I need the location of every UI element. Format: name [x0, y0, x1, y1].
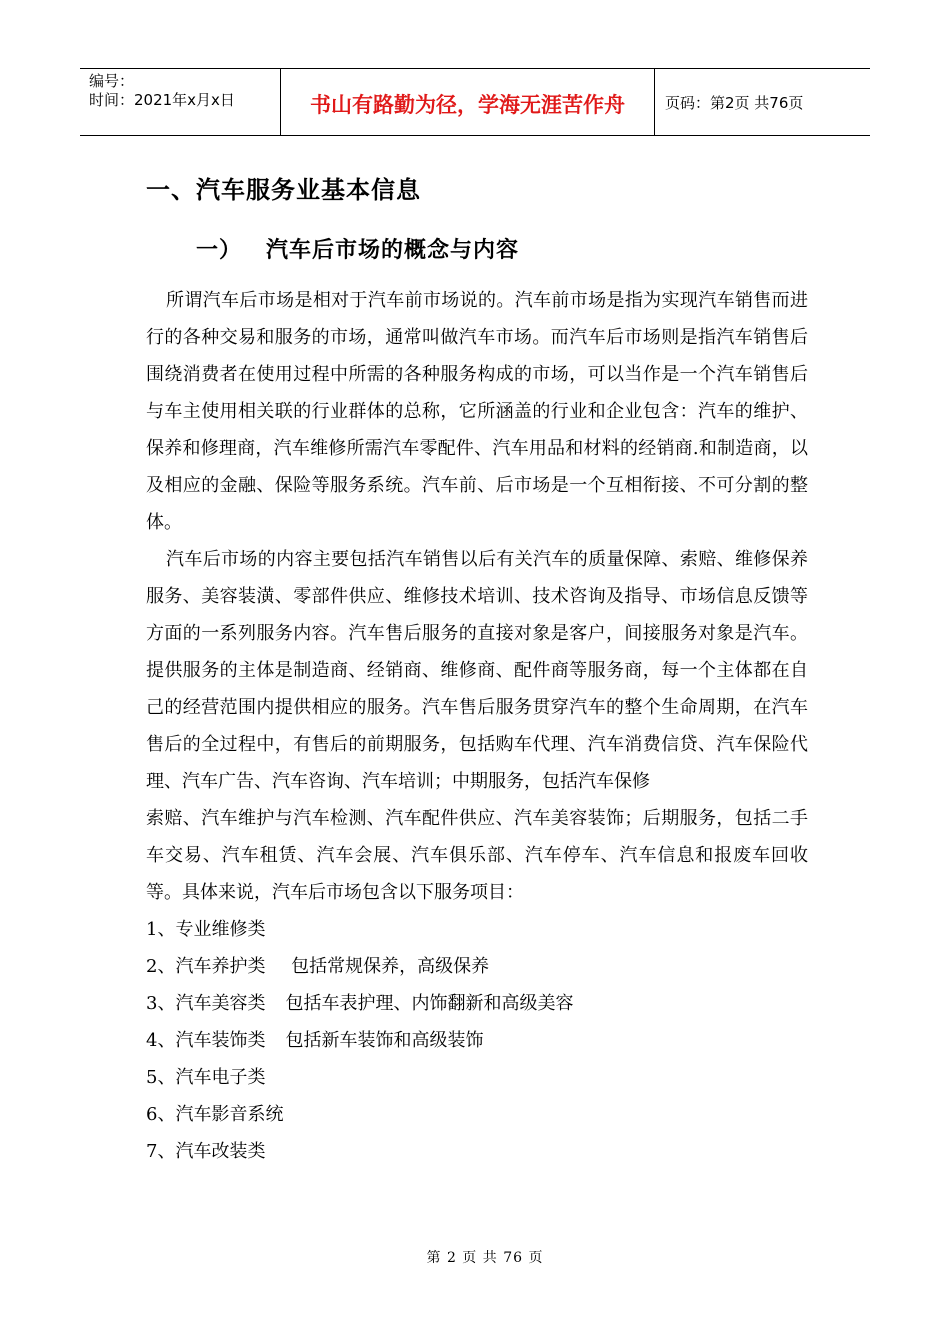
header-meta: [80, 69, 281, 135]
list-item-label: 5、汽车电子类: [146, 1067, 266, 1088]
section-title: 一、汽车服务业基本信息: [146, 176, 421, 204]
list-item: [146, 948, 808, 985]
list-item: [146, 1096, 808, 1133]
paragraph-content: 汽车后市场的内容主要包括汽车销售以后有关汽车的质量保障、索赔、维修保养服务、美容装潢、零部件供应、维修技术培训、技术咨询及指导、市场信息反馈等方面的一系列服务内容。汽车售后服务的直接对象是客户，间接服务对象是汽车。提供服务的主体是制造商、经销商、维修商、配件商等服务商，每一个主体都在自己的经营范围内提供相应的服务。汽车售后服务贯穿汽车的整个生命周期，在汽车售后的全过程中，有售后的前期服务，包括购车代理、汽车消费信贷、汽车保险代理、汽车广告、汽车咨询、汽车培训；中期服务，包括汽车保修: [146, 549, 808, 792]
list-item-desc: 包括常规保养，高级保养: [285, 956, 490, 977]
subsection-title-text: 汽车后市场的概念与内容: [266, 238, 520, 263]
header-motto-cell: [281, 69, 655, 135]
paragraph-continued: 索赔、汽车维护与汽车检测、汽车配件供应、汽车美容装饰；后期服务，包括二手车交易、汽车租赁、汽车会展、汽车俱乐部、汽车停车、汽车信息和报废车回收等。具体来说，汽车后市场包含以下服务项目：: [146, 808, 808, 903]
paragraph-definition: 所谓汽车后市场是相对于汽车前市场说的。汽车前市场是指为实现汽车销售而进行的各种交易和服务的市场，通常叫做汽车市场。而汽车后市场则是指汽车销售后围绕消费者在使用过程中所需的各种服务构成的市场，可以当作是一个汽车销售后与车主使用相关联的行业群体的总称，它所涵盖的行业和企业包含：汽车的维护、保养和修理商，汽车维修所需汽车零配件、汽车用品和材料的经销商.和制造商，以及相应的金融、保险等服务系统。汽车前、后市场是一个互相衔接、不可分割的整体。: [146, 290, 808, 533]
list-item-desc: 包括车表护理、内饰翻新和高级美容: [285, 993, 574, 1014]
list-item: [146, 1022, 808, 1059]
page-info: 页码：第2页 共76页: [665, 93, 804, 112]
list-item-label: 7、汽车改装类: [146, 1141, 266, 1162]
subsection-title: [196, 233, 519, 264]
subsection-number: 一）: [196, 238, 243, 263]
list-item-label: 1、专业维修类: [146, 919, 266, 940]
time-label: 时间：2021年x月x日: [89, 91, 235, 109]
page-header: [80, 68, 870, 136]
list-item: [146, 1133, 808, 1170]
list-item-label: 2、汽车养护类: [146, 956, 266, 977]
page-footer: 第 2 页 共 76 页: [426, 1250, 544, 1266]
service-list: [146, 911, 808, 1170]
list-item: [146, 911, 808, 948]
list-item: [146, 985, 808, 1022]
motto-text: 书山有路勤为径，学海无涯苦作舟: [310, 92, 625, 117]
list-item-label: 4、汽车装饰类: [146, 1030, 266, 1051]
list-item-desc: 包括新车装饰和高级装饰: [285, 1030, 484, 1051]
header-page-cell: [655, 69, 870, 135]
number-label: 编号：: [89, 72, 135, 90]
list-item: [146, 1059, 808, 1096]
list-item-label: 3、汽车美容类: [146, 993, 266, 1014]
list-item-label: 6、汽车影音系统: [146, 1104, 284, 1125]
document-body: [146, 282, 808, 1170]
